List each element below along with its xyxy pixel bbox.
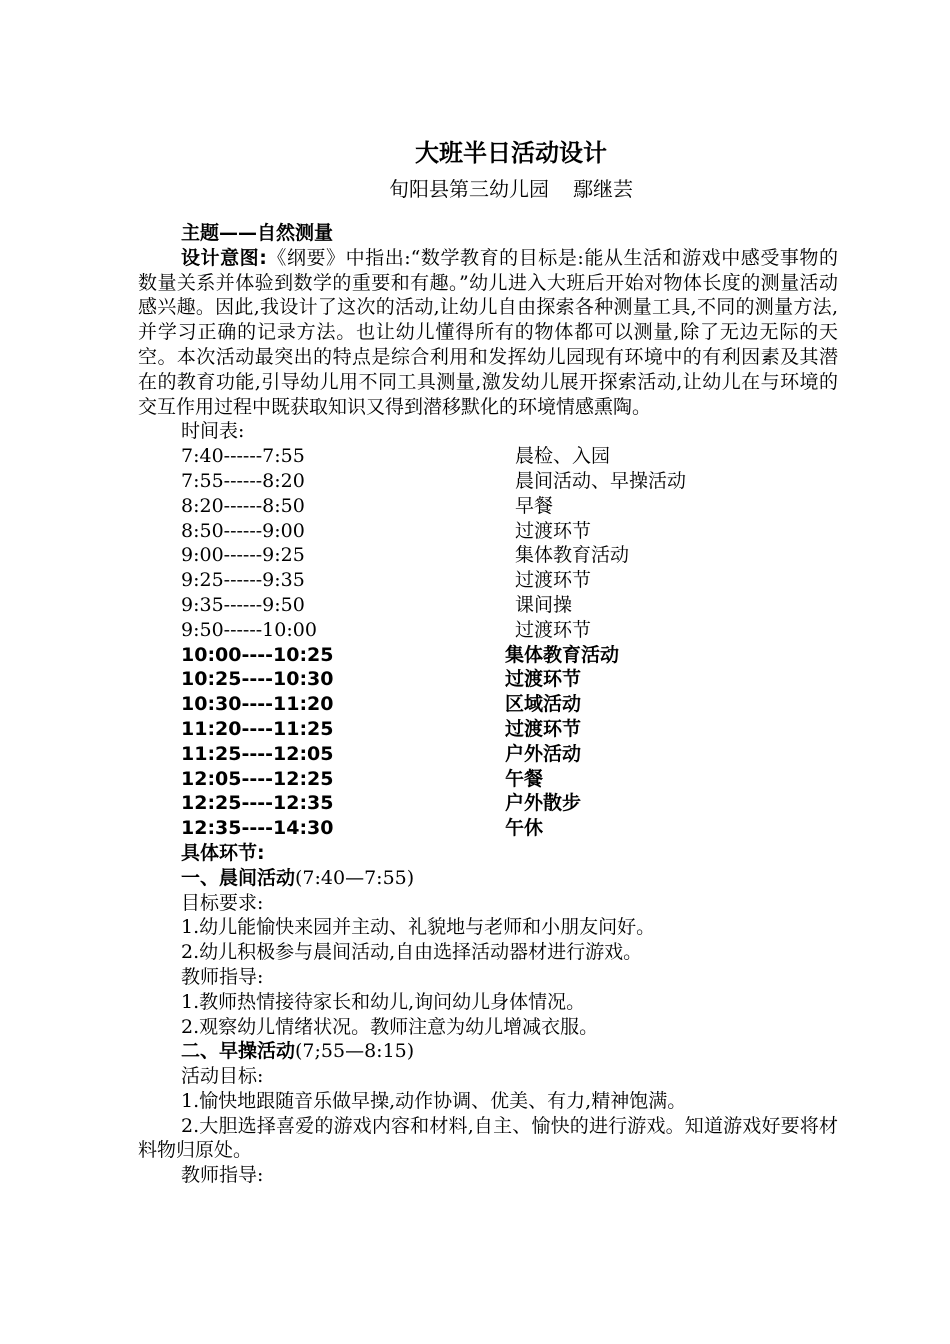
schedule-row	[138, 816, 838, 841]
schedule-time: 11:25----12:05	[181, 742, 334, 765]
schedule-activity: 集体教育活动	[515, 544, 630, 567]
schedule-time: 12:35----14:30	[181, 817, 334, 840]
schedule-row	[138, 692, 838, 717]
schedule-activity: 区域活动	[505, 693, 582, 716]
schedule-time: 9:50------10:00	[181, 618, 317, 641]
section1-time: (7:40—7:55)	[295, 866, 415, 889]
schedule-row	[138, 643, 838, 668]
schedule-row	[138, 618, 838, 643]
section2-goal-item: 2.大胆选择喜爱的游戏内容和材料,自主、愉快的进行游戏。知道游戏好要将材料物归原处。	[138, 1114, 838, 1162]
schedule-row	[138, 717, 838, 742]
section2-goal-label: 活动目标:	[181, 1065, 264, 1088]
schedule-time: 12:25----12:35	[181, 792, 334, 815]
schedule-activity: 集体教育活动	[505, 643, 620, 666]
schedule-time: 8:50------9:00	[181, 519, 305, 542]
schedule-row	[138, 494, 838, 519]
schedule-activity: 早餐	[515, 494, 554, 517]
section1-goal-item: 1.幼儿能愉快来园并主动、礼貌地与老师和小朋友问好。	[181, 916, 656, 939]
schedule-row	[138, 469, 838, 494]
schedule-activity: 户外散步	[505, 792, 582, 815]
section1-heading-line	[138, 866, 838, 891]
schedule-time: 10:25----10:30	[181, 668, 334, 691]
schedule-row	[138, 667, 838, 692]
author-org: 旬阳县第三幼儿园	[389, 177, 549, 201]
section2-time: (7;55—8:15)	[295, 1040, 415, 1063]
schedule-activity: 过渡环节	[515, 519, 592, 542]
schedule-label: 时间表:	[181, 420, 245, 443]
design-intent-text: 《纲要》中指出:“数学教育的目标是:能从生活和游戏中感受事物的数量关系并体验到数学的重要和有趣。”幼儿进入大班后开始对物体长度的测量活动感兴趣。因此,我设计了这次的活动,让幼儿自由探索各种测量工具,不同的测量方法,并学习正确的记录方法。也让幼儿懂得所有的物体都可以测量,除了无边无际的天空。本次活动最突出的特点是综合利用和发挥幼儿园现有环境中的有利因素及其潜在的教育功能,引导幼儿用不同工具测量,激发幼儿展开探索活动,让幼儿在与环境的交互作用过程中既获取知识又得到潜移默化的环境情感熏陶。	[138, 246, 838, 418]
design-intent-label: 设计意图:	[181, 246, 267, 269]
schedule-time: 9:35------9:50	[181, 593, 305, 616]
schedule-row	[138, 742, 838, 767]
section1-guide-label: 教师指导:	[181, 965, 264, 988]
schedule-activity: 过渡环节	[505, 668, 582, 691]
section2-heading-line	[138, 1039, 838, 1064]
design-intent-paragraph	[138, 246, 838, 420]
author-name: 鄢继芸	[573, 177, 633, 201]
section2-goal-item: 1.愉快地跟随音乐做早操,动作协调、优美、有力,精神饱满。	[181, 1089, 687, 1112]
schedule-activity: 过渡环节	[515, 618, 592, 641]
schedule-time: 10:00----10:25	[181, 643, 334, 666]
schedule-time: 10:30----11:20	[181, 693, 334, 716]
schedule-activity: 午休	[505, 817, 544, 840]
schedule-row	[138, 543, 838, 568]
section1-goal-label: 目标要求:	[181, 891, 264, 914]
schedule-activity: 户外活动	[505, 742, 582, 765]
schedule-activity: 晨检、入园	[515, 445, 611, 468]
section1-guide-item: 1.教师热情接待家长和幼儿,询问幼儿身体情况。	[181, 990, 586, 1013]
details-heading: 具体环节:	[181, 841, 265, 864]
schedule-row	[138, 444, 838, 469]
schedule-time: 9:25------9:35	[181, 569, 305, 592]
schedule-row	[138, 767, 838, 792]
schedule-time: 8:20------8:50	[181, 494, 305, 517]
schedule-row	[138, 519, 838, 544]
section1-guide-item: 2.观察幼儿情绪状况。教师注意为幼儿增减衣服。	[181, 1015, 599, 1038]
document-title: 大班半日活动设计	[415, 139, 607, 167]
document-author	[0, 173, 950, 202]
schedule-row	[138, 791, 838, 816]
schedule-list	[138, 444, 838, 841]
theme-heading: 主题——自然测量	[181, 222, 334, 244]
schedule-activity: 过渡环节	[515, 569, 592, 592]
schedule-time: 7:55------8:20	[181, 469, 305, 492]
schedule-time: 7:40------7:55	[181, 445, 305, 468]
schedule-activity: 过渡环节	[505, 717, 582, 740]
schedule-time: 9:00------9:25	[181, 544, 305, 567]
section1-goal-item: 2.幼儿积极参与晨间活动,自由选择活动器材进行游戏。	[181, 941, 643, 964]
document-body	[138, 221, 838, 1188]
section2-heading: 二、早操活动	[181, 1040, 296, 1063]
section2-guide-label: 教师指导:	[181, 1164, 264, 1187]
schedule-activity: 课间操	[515, 593, 573, 616]
schedule-activity: 晨间活动、早操活动	[515, 469, 687, 492]
schedule-time: 12:05----12:25	[181, 767, 334, 790]
section1-heading: 一、晨间活动	[181, 866, 296, 889]
schedule-row	[138, 593, 838, 618]
schedule-row	[138, 568, 838, 593]
schedule-activity: 午餐	[505, 767, 544, 790]
schedule-time: 11:20----11:25	[181, 717, 334, 740]
